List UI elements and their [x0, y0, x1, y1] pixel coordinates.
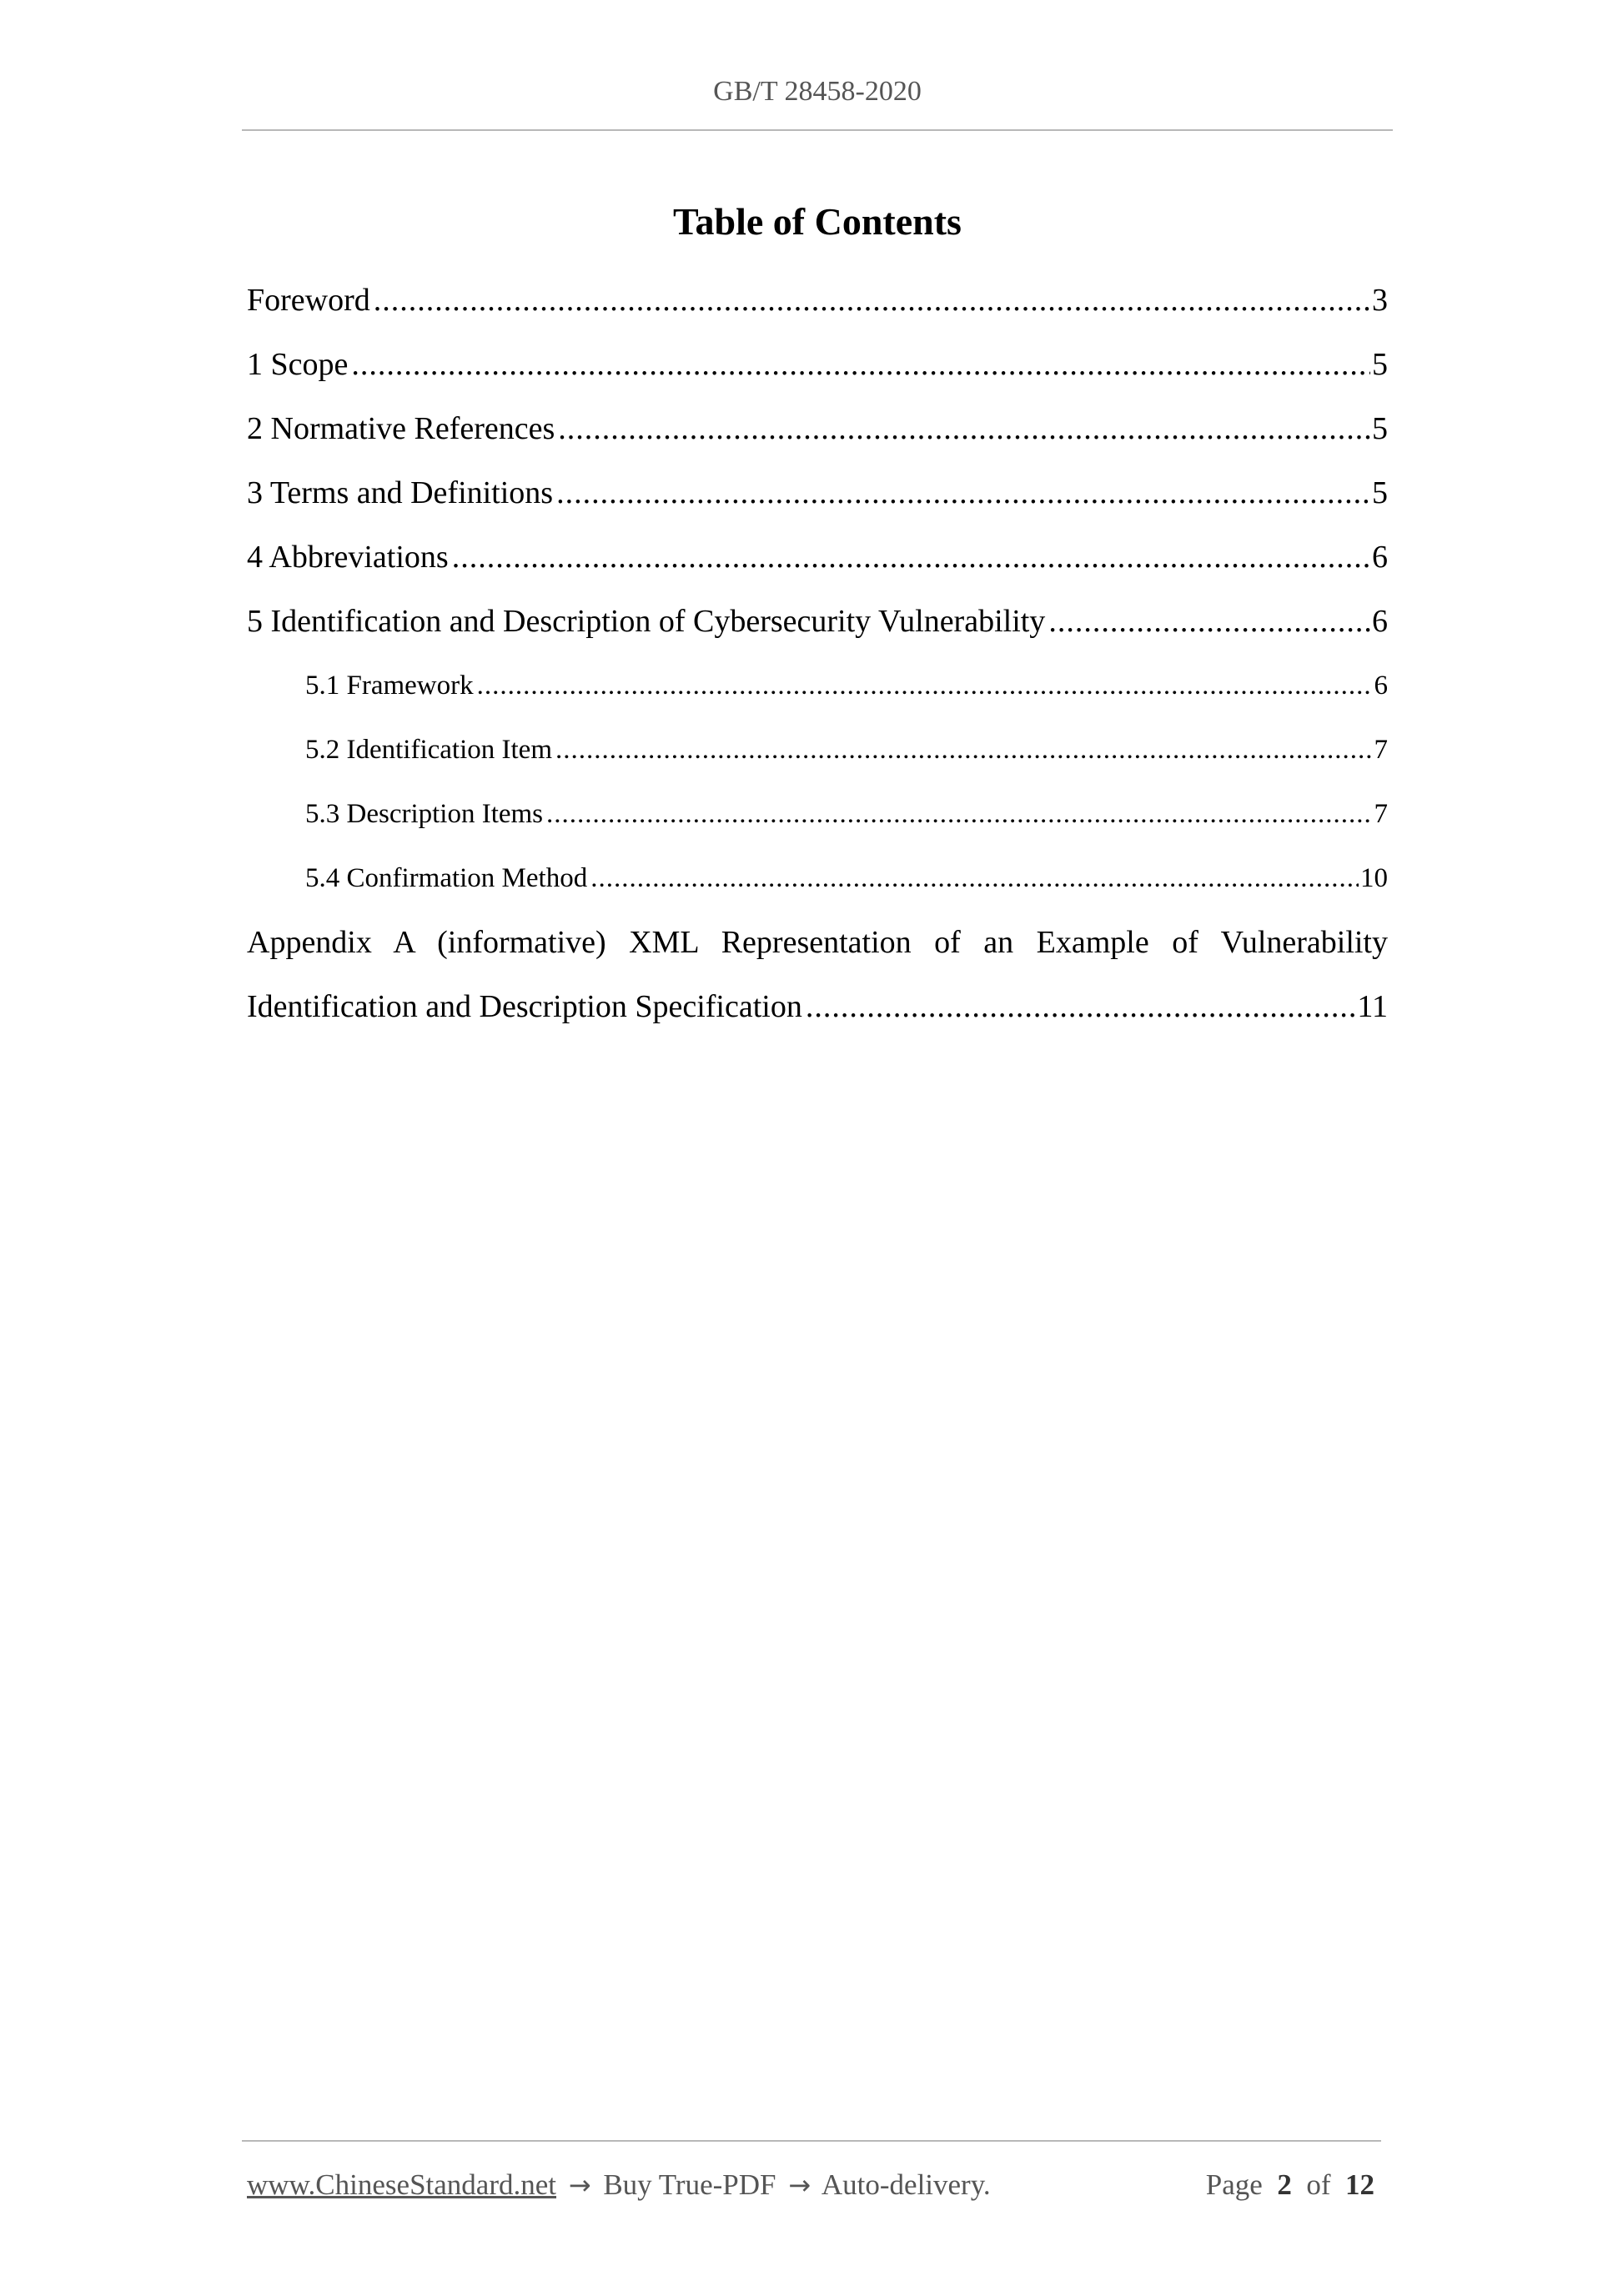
toc-entry-label: 5.3 Description Items [305, 799, 544, 829]
toc-entry-framework[interactable] [247, 659, 1388, 723]
dot-leader [477, 659, 1373, 712]
toc-title: Table of Contents [673, 200, 962, 243]
dot-leader [351, 338, 1370, 391]
toc-entry-page: 7 [1374, 799, 1388, 829]
toc-entry-abbreviations[interactable] [247, 530, 1388, 595]
dot-leader [590, 852, 1359, 905]
dot-leader [452, 530, 1370, 584]
toc-entry-description-items[interactable] [247, 787, 1388, 852]
current-page: 2 [1277, 2168, 1292, 2201]
dot-leader [374, 274, 1370, 327]
dot-leader [1048, 595, 1370, 648]
dot-leader [556, 466, 1370, 520]
toc-entry-scope[interactable] [247, 338, 1388, 402]
toc-entry-terms-and-definitions[interactable] [247, 466, 1388, 530]
toc-entry-page: 11 [1357, 989, 1388, 1024]
toc-entry-foreword[interactable] [247, 274, 1388, 338]
toc-entry-label: 4 Abbreviations [247, 540, 449, 575]
footer-promo [247, 2164, 991, 2206]
toc-entry-page: 6 [1372, 540, 1388, 575]
dot-leader [558, 402, 1370, 455]
toc-entry-label: Foreword [247, 283, 370, 318]
toc-entry-label: 5.4 Confirmation Method [305, 863, 588, 893]
dot-leader [546, 787, 1372, 841]
toc-entry-page: 6 [1372, 604, 1388, 639]
toc-entry-label: Identification and Description Specification [247, 989, 802, 1024]
header-divider [242, 129, 1393, 131]
total-pages: 12 [1345, 2168, 1374, 2201]
dot-leader [806, 980, 1356, 1033]
toc-entry-page: 10 [1360, 863, 1388, 893]
toc-entry-label: 3 Terms and Definitions [247, 475, 554, 510]
table-of-contents [247, 274, 1388, 1044]
arrow-right-icon: → [568, 2169, 591, 2201]
toc-entry-page: 5 [1372, 347, 1388, 382]
toc-entry-normative-references[interactable] [247, 402, 1388, 466]
toc-entry-identification-and-description[interactable] [247, 595, 1388, 659]
dot-leader [555, 723, 1373, 776]
buy-text: Buy True-PDF [603, 2168, 776, 2201]
toc-entry-label: 5.1 Framework [305, 671, 474, 701]
header-standard-number: GB/T 28458-2020 [713, 76, 922, 107]
toc-entry-page: 5 [1372, 475, 1388, 510]
delivery-text: Auto-delivery. [821, 2168, 991, 2201]
page-indicator [1206, 2164, 1374, 2206]
toc-entry-label: 5 Identification and Description of Cybersecurity Vulnerability [247, 604, 1046, 639]
toc-entry-page: 3 [1372, 283, 1388, 318]
page-label: Page [1205, 2168, 1263, 2201]
toc-entry-label: 1 Scope [247, 347, 349, 382]
toc-entry-appendix-a-line-1[interactable] [247, 916, 1388, 980]
toc-entry-page: 5 [1372, 411, 1388, 446]
of-label: of [1306, 2168, 1331, 2201]
toc-entry-label: 2 Normative References [247, 411, 555, 446]
toc-entry-label: Appendix A (informative) XML Representation of an Example of Vulnerability [247, 925, 1388, 960]
toc-entry-page: 7 [1374, 735, 1388, 765]
toc-entry-identification-item[interactable] [247, 723, 1388, 787]
toc-entry-label: 5.2 Identification Item [305, 735, 552, 765]
toc-entry-page: 6 [1374, 671, 1388, 701]
toc-entry-confirmation-method[interactable] [247, 852, 1388, 916]
arrow-right-icon: → [788, 2169, 812, 2201]
site-link[interactable]: www.ChineseStandard.net [247, 2168, 556, 2201]
toc-entry-appendix-a-line-2[interactable] [247, 980, 1388, 1044]
footer-divider [242, 2140, 1381, 2142]
